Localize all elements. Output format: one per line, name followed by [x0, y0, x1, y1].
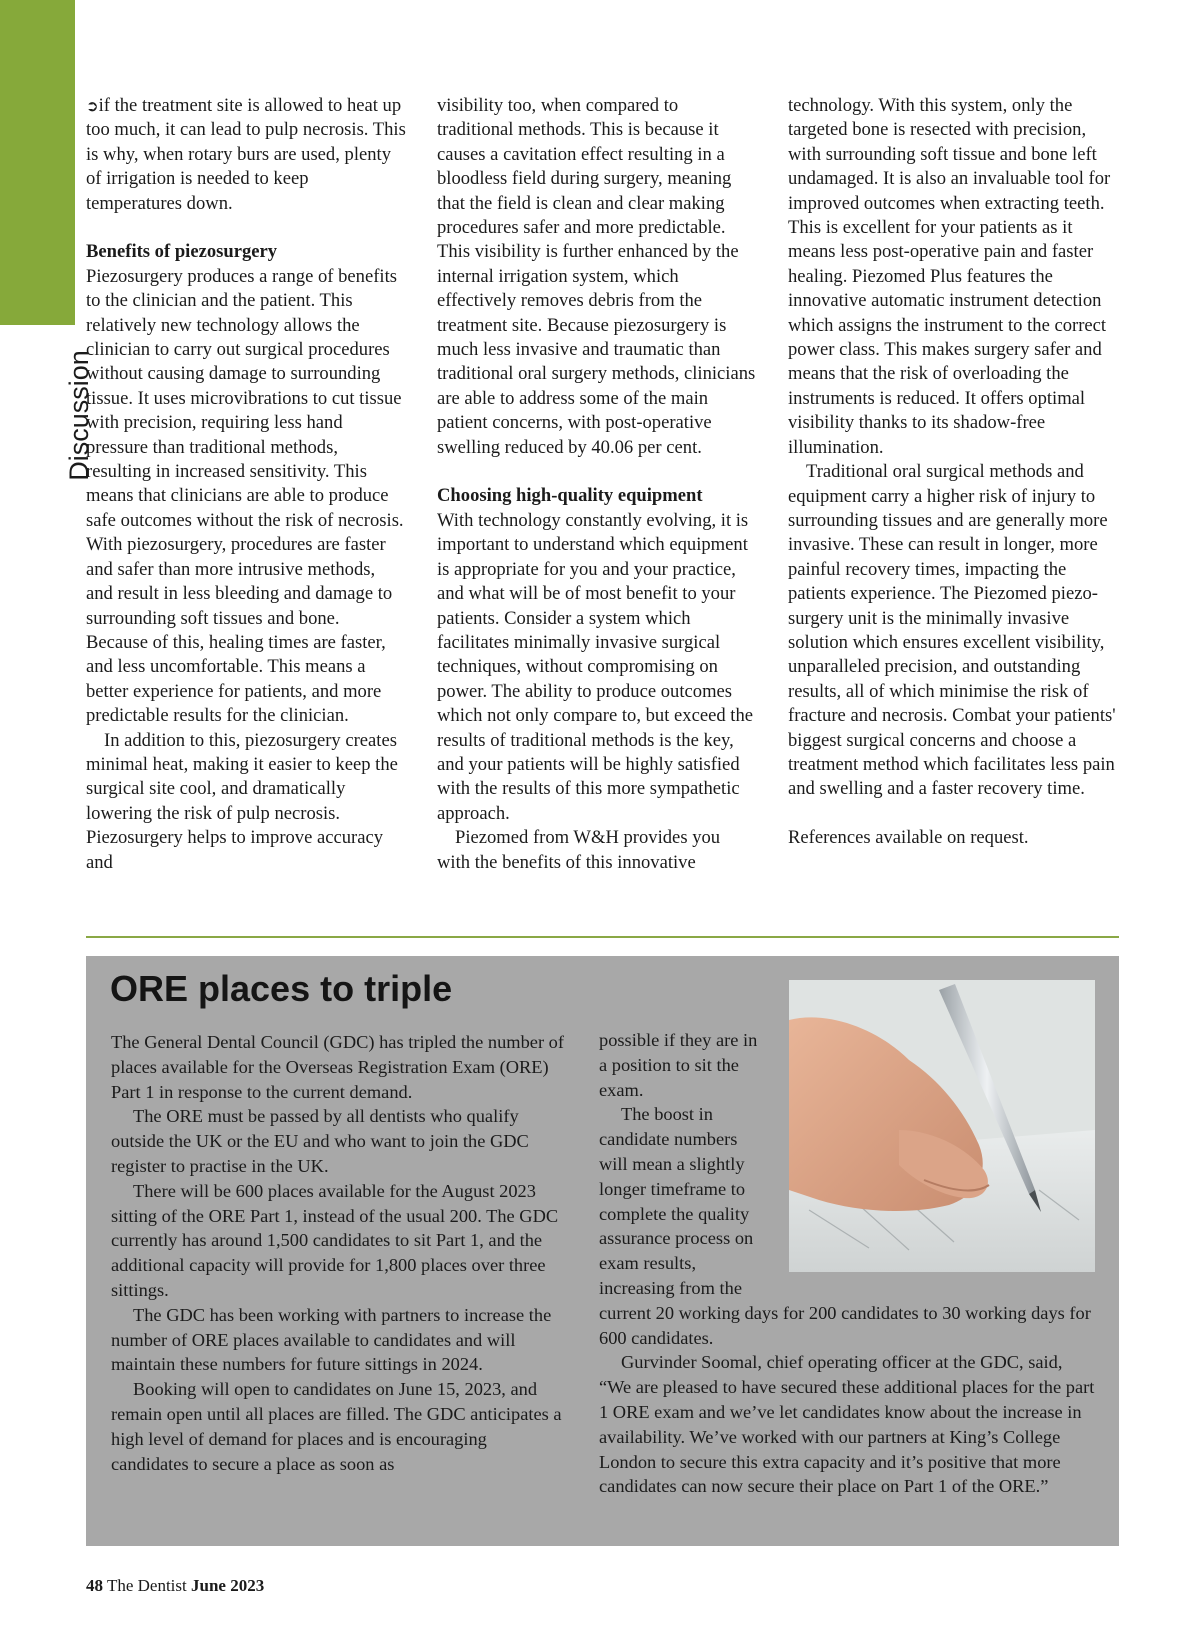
references-note: References available on request. [788, 827, 1029, 849]
paragraph: With technology constantly evolving, it is important to understand which equipment is appropriate for you and your practice, and what will be of most benefit to your patients. Consider a system which facilitates minimally invasive surgical techniques, without compromising on power. The ability to produce outcomes which not only compare to, but exceed the results of traditional methods is the key, and your patients will be highly satisfied with the results of this more sympathetic approach. [437, 509, 753, 824]
paragraph: visibility too, when compared to traditional methods. This is because it causes a cavitation effect resulting in a bloodless field during surgery, meaning that the field is clean and clear making procedures safer and more predictable. This visibility is further enhanced by the internal irrigation system, which effectively removes debris from the treatment site. Because piezosurgery is much less invasive and traumatic than traditional oral surgery methods, clinicians are able to address some of the main patient concerns, with post-operative swelling reduced by 40.06 per cent. [437, 95, 756, 458]
article-column-3 [788, 94, 1123, 851]
news-column-left [111, 1030, 569, 1476]
news-headline: ORE places to triple [110, 968, 453, 1009]
paragraph: Piezosurgery produces a range of benefits to the clinician and the patient. This relatively new technology allows the clinician to carry out surgical procedures without causing damage to surrounding tissue. It uses microvibrations to cut tissue with precision, requiring less hand pressure than traditional methods, resulting in increased sensitivity. This means that clinicians are able to produce safe outcomes without the risk of necrosis. With piezosurgery, procedures are faster and safer than more intrusive methods, and result in less bleeding and damage to surrounding soft tissues and bone. Because of this, healing times are faster, and less uncomfortable. This means a better experience for patients, and more predictable results for the clinician. [86, 265, 404, 727]
continuation-arrow-icon: ➲ [86, 97, 99, 115]
section-color-bar [0, 0, 75, 325]
paragraph: The GDC has been working with partners to increase the number of ORE places available to candidates and will maintain these numbers for future sittings in 2024. [111, 1304, 552, 1375]
news-box [86, 956, 1119, 1546]
divider [86, 936, 1119, 938]
page-footer [86, 1576, 264, 1596]
issue-date: June 2023 [191, 1576, 265, 1595]
section-heading: Choosing high-quality equipment [437, 485, 703, 507]
section-heading: Benefits of piezosurgery [86, 241, 278, 263]
paragraph: There will be 600 places available for the August 2023 sitting of the ORE Part 1, instead of the usual 200. The GDC currently has around 1,500 candidates to sit Part 1, and the additional capacity will provide for 1,800 places over three sittings. [111, 1180, 559, 1300]
publication-name: The Dentist [106, 1576, 187, 1595]
paragraph: In addition to this, piezosurgery creates minimal heat, making it easier to keep the surgical site cool, and dramatically lowering the risk of pulp necrosis. Piezosurgery helps to improve accuracy and [86, 729, 398, 873]
paragraph: Booking will open to candidates on June 15, 2023, and remain open until all places are filled. The GDC anticipates a high level of demand for places and is encouraging candidates to secure a place as soon as [111, 1379, 562, 1474]
paragraph: current 20 working days for 200 candidates to 30 working days for 600 candidates. [599, 1302, 1091, 1348]
paragraph: Traditional oral surgical methods and equipment carry a higher risk of injury to surrounding tissues and are generally more invasive. These can result in longer, more painful recovery times, impacting the patients experience. The Piezomed piezo-surgery unit is the minimally invasive solution which ensures excellent visibility, unparalleled precision, and outstanding results, all of which minimise the risk of fracture and necrosis. Combat your patients' biggest surgical concerns and choose a treatment method which facilitates less pain and swelling and a faster recovery time. [788, 461, 1116, 800]
paragraph: Gurvinder Soomal, chief operating officer at the GDC, said, “We are pleased to have secured these additional places for the part 1 ORE exam and we’ve let candidates know about the increase in availability. We’ve worked with our partners at King’s College London to secure this extra capacity and it’s positive that more candidates can now secure their place on Part 1 of the ORE.” [599, 1352, 1095, 1497]
paragraph-text: if the treatment site is allowed to heat up too much, it can lead to pulp necrosis. This is why, when rotary burs are used, plenty of irrigation is needed to keep temperatures down. [86, 95, 406, 214]
page-number: 48 [86, 1576, 103, 1595]
paragraph: The ORE must be passed by all dentists who qualify outside the UK or the EU and who want to join the GDC register to practise in the UK. [111, 1106, 529, 1176]
paragraph: Piezomed from W&H provides you with the benefits of this innovative [437, 827, 721, 873]
section-label: Discussion [63, 350, 94, 481]
news-column-right [599, 1028, 1099, 1499]
article-column-1 [86, 94, 406, 875]
paragraph: technology. With this system, only the targeted bone is resected with precision, with surrounding soft tissue and bone left undamaged. It is also an invaluable tool for improved outcomes when extracting teeth. This is excellent for your patients as it means less post-operative pain and faster healing. Piezomed Plus features the innovative automatic instrument detection which assigns the instrument to the correct power class. This makes surgery safer and means that the risk of overloading the instruments is reduced. It offers optimal visibility thanks to its shadow-free illumination. [788, 95, 1111, 458]
paragraph: possible if they are in a position to sit the exam. [599, 1030, 758, 1100]
paragraph: The General Dental Council (GDC) has tripled the number of places available for the Overseas Registration Exam (ORE) Part 1 in response to the current demand. [111, 1032, 564, 1102]
article-column-2 [437, 94, 757, 875]
paragraph: The boost in candidate numbers will mean a slightly longer timeframe to complete the quality assurance process on exam results, increasing from the [599, 1104, 754, 1298]
paragraph [86, 94, 406, 216]
